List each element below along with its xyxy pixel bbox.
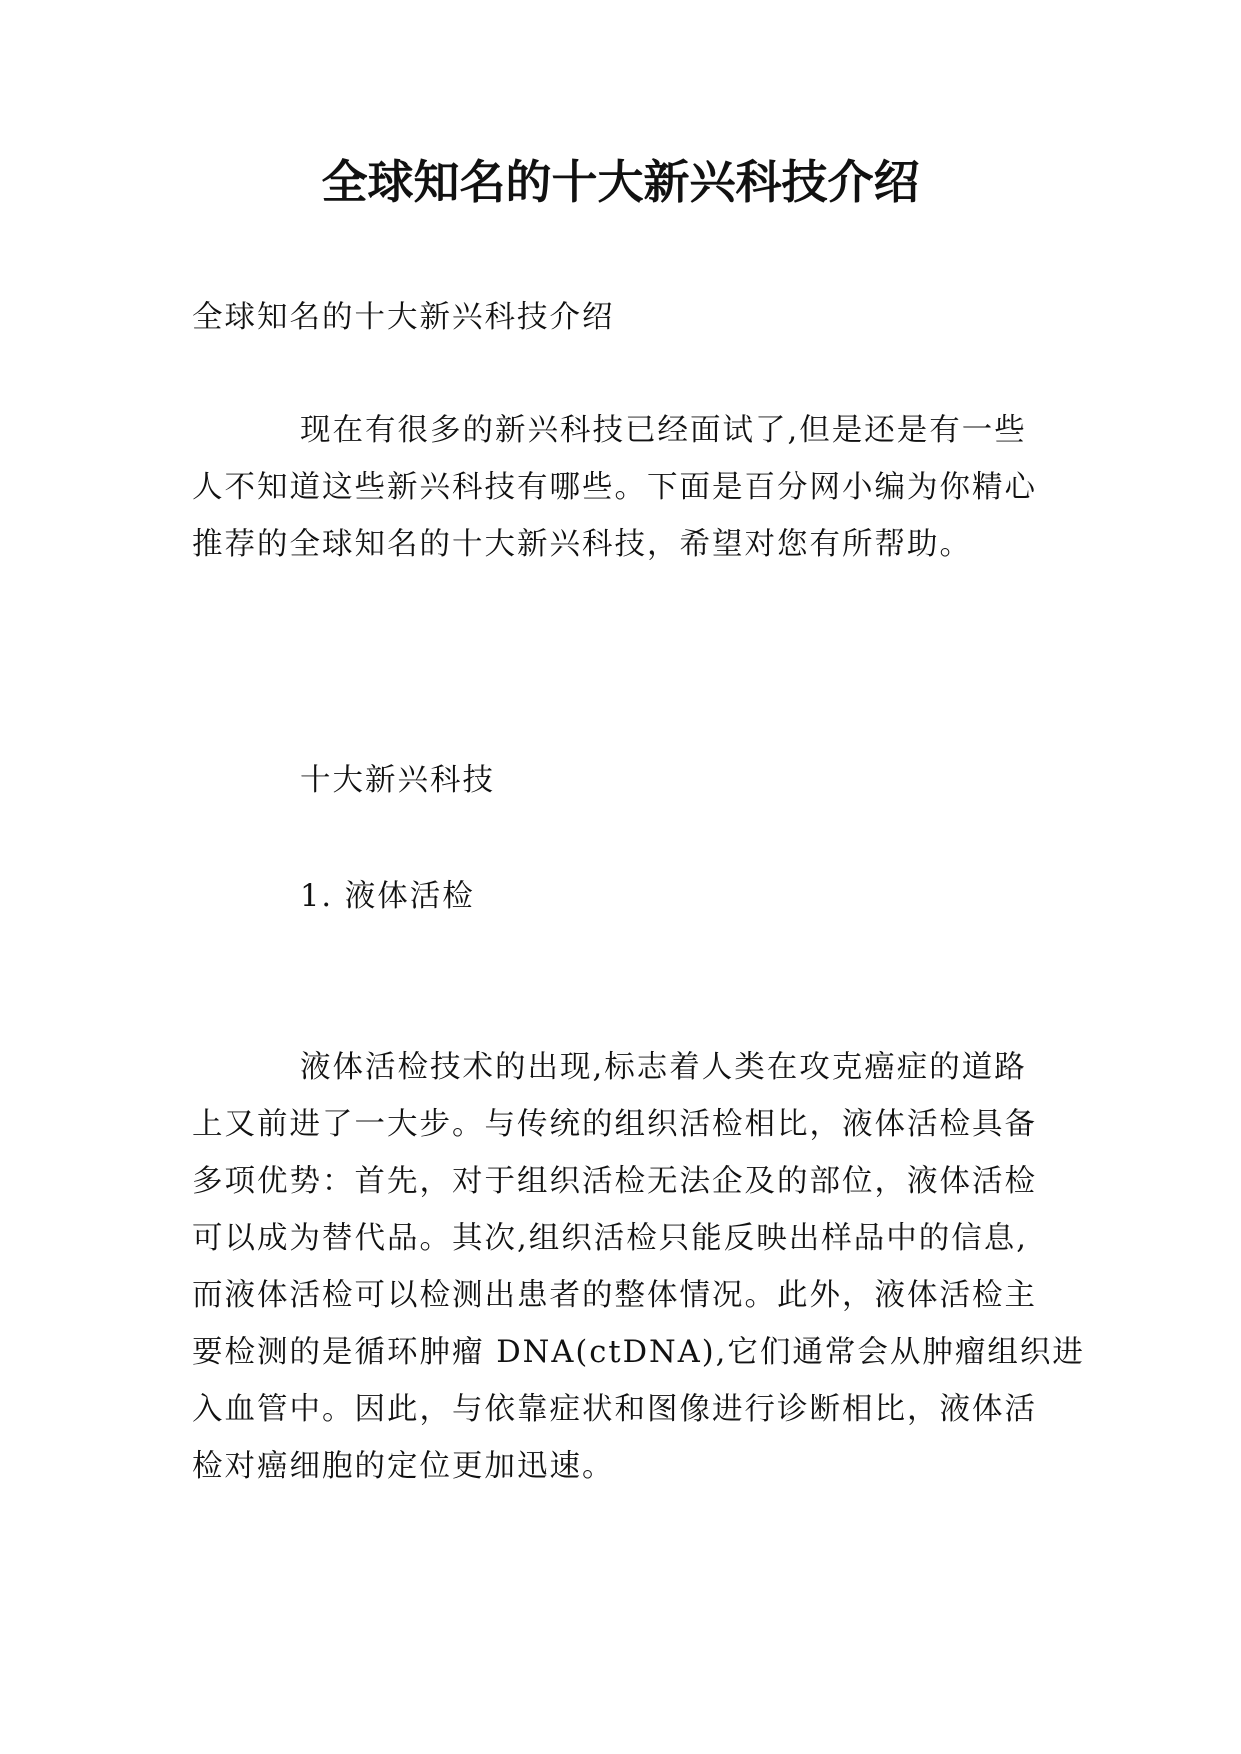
body-line: 入血管中。因此，与依靠症状和图像进行诊断相比，液体活 <box>192 1392 1037 1427</box>
intro-line: 人不知道这些新兴科技有哪些。下面是百分网小编为你精心 <box>192 470 1037 505</box>
document-subtitle <box>192 289 1052 346</box>
body-line: 上又前进了一大步。与传统的组织活检相比，液体活检具备 <box>192 1107 1037 1142</box>
document-title: 全球知名的十大新兴科技介绍 <box>321 155 920 209</box>
body-line: 要检测的是循环肿瘤 DNA(ctDNA),它们通常会从肿瘤组织进 <box>192 1335 1085 1370</box>
body-line: 多项优势：首先，对于组织活检无法企及的部位，液体活检 <box>192 1164 1037 1199</box>
body-line: 液体活检技术的出现,标志着人类在攻克癌症的道路 <box>300 1050 1027 1085</box>
body-line: 可以成为替代品。其次,组织活检只能反映出样品中的信息, <box>192 1221 1028 1256</box>
intro-line: 现在有很多的新兴科技已经面试了,但是还是有一些 <box>300 413 1027 448</box>
item-heading <box>192 868 1052 925</box>
subtitle-line: 全球知名的十大新兴科技介绍 <box>192 300 615 335</box>
item-body-paragraph <box>192 1039 1085 1495</box>
section-heading <box>192 752 1052 809</box>
section-heading-text: 十大新兴科技 <box>300 763 495 798</box>
body-line: 检对癌细胞的定位更加迅速。 <box>192 1449 615 1484</box>
intro-paragraph <box>192 402 1052 573</box>
body-line: 而液体活检可以检测出患者的整体情况。此外，液体活检主 <box>192 1278 1037 1313</box>
intro-line: 推荐的全球知名的十大新兴科技，希望对您有所帮助。 <box>192 527 972 562</box>
item-heading-text: 1. 液体活检 <box>300 879 475 914</box>
